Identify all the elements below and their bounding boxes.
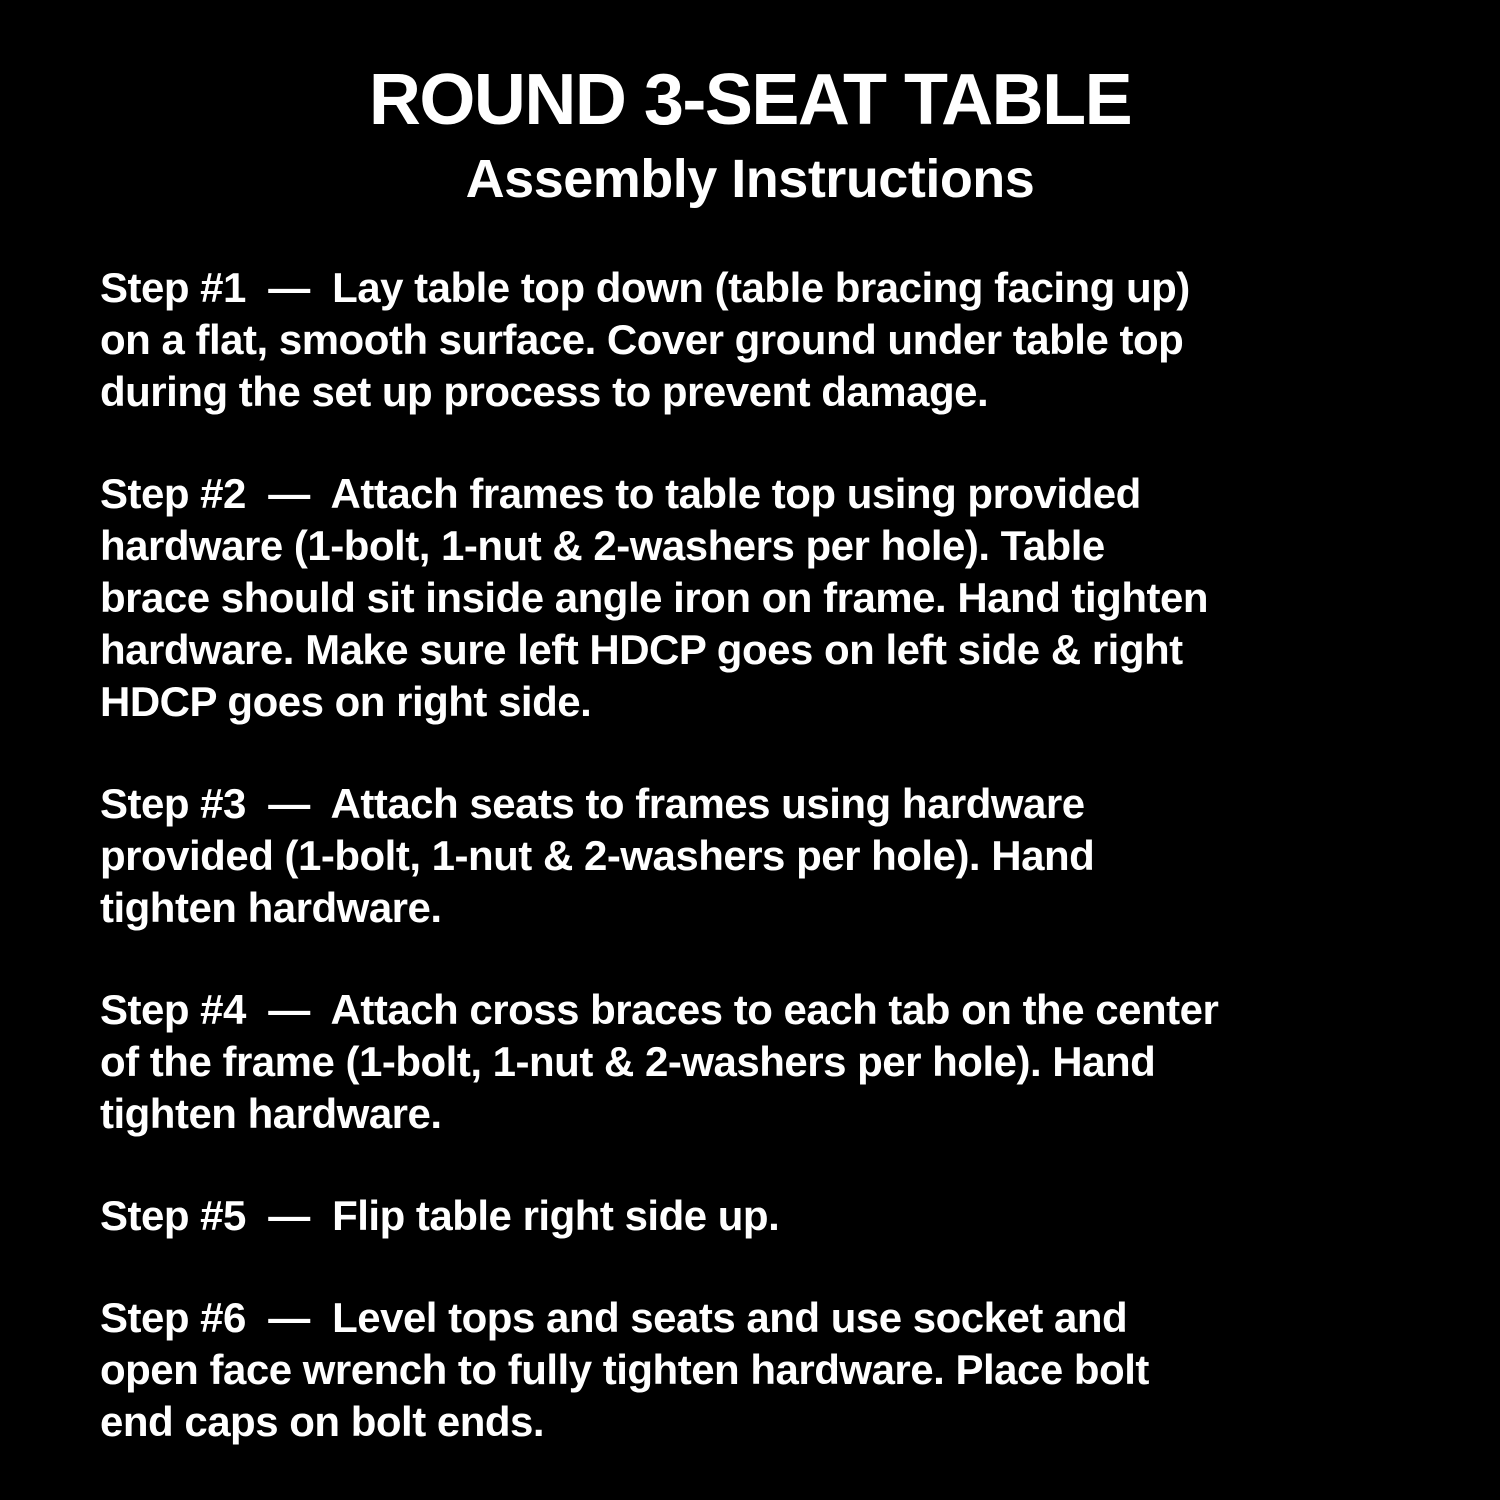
step-2-paragraph: Step #2 — Attach frames to table top using provided hardware (1-bolt, 1-nut & 2-washers per hole). Table brace should sit inside angle iron on frame. Hand tighten hardware. Make sure left HDCP goes on left side & right HDCP goes on right side.	[100, 470, 1208, 725]
steps-list	[0, 262, 1500, 1448]
step-4-paragraph: Step #4 — Attach cross braces to each tab on the center of the frame (1-bolt, 1-nut & 2-washers per hole). Hand tighten hardware.	[100, 986, 1219, 1137]
page-title: ROUND 3-SEAT TABLE	[368, 60, 1132, 140]
step-6-paragraph: Step #6 — Level tops and seats and use socket and open face wrench to fully tighten hardware. Place bolt end caps on bolt ends.	[100, 1294, 1149, 1445]
step-5-paragraph: Step #5 — Flip table right side up.	[100, 1192, 780, 1239]
step-1-paragraph: Step #1 — Lay table top down (table bracing facing up) on a flat, smooth surface. Cover ground under table top during the set up process to prevent damage.	[100, 264, 1190, 415]
step-3-paragraph: Step #3 — Attach seats to frames using hardware provided (1-bolt, 1-nut & 2-washers per hole). Hand tighten hardware.	[100, 780, 1095, 931]
page-subtitle: Assembly Instructions	[465, 149, 1035, 209]
